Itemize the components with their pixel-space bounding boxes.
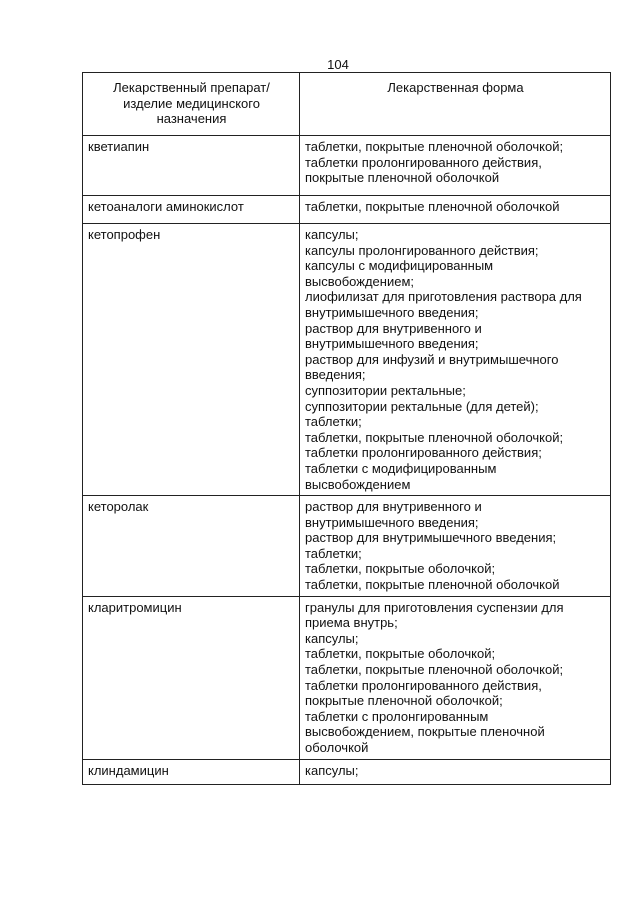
dosage-form-line: таблетки, покрытые оболочкой;	[305, 561, 496, 577]
dosage-form-line: таблетки пролонгированного действия,	[305, 154, 542, 170]
dosage-form-line: таблетки, покрытые пленочной оболочкой;	[305, 139, 564, 154]
dosage-form-line: лиофилизат для приготовления раствора для	[305, 289, 582, 305]
header-form: Лекарственная форма	[300, 73, 611, 136]
dosage-form-line: суппозитории ректальные;	[305, 382, 466, 398]
dosage-form-line: раствор для внутривенного и	[305, 320, 482, 336]
drug-name-cell: кетопрофен	[83, 224, 300, 496]
table-row	[83, 196, 611, 224]
dosage-form-line: таблетки, покрытые пленочной оболочкой;	[305, 662, 564, 678]
dosage-forms-cell	[300, 759, 611, 784]
header-drug: Лекарственный препарат/ изделие медицинского назначения	[83, 73, 300, 136]
dosage-form-line: суппозитории ректальные (для детей);	[305, 398, 539, 414]
dosage-form-line: капсулы;	[305, 630, 359, 646]
dosage-form-line: таблетки, покрытые пленочной оболочкой;	[305, 429, 564, 445]
dosage-form-line: высвобождением, покрытые пленочной	[305, 724, 545, 740]
dosage-form-line: покрытые пленочной оболочкой	[305, 170, 500, 186]
dosage-form-line: таблетки с модифицированным	[305, 460, 497, 476]
dosage-form-line: таблетки;	[305, 414, 362, 430]
table-row	[83, 596, 611, 759]
table-row	[83, 136, 611, 196]
table-row	[83, 759, 611, 784]
table-row	[83, 224, 611, 496]
dosage-forms-cell	[300, 596, 611, 759]
dosage-form-line: таблетки, покрытые пленочной оболочкой	[305, 577, 560, 593]
table-body	[83, 136, 611, 785]
drug-name-cell: кеторолак	[83, 496, 300, 597]
dosage-form-line: оболочкой	[305, 740, 369, 755]
dosage-form-line: внутримышечного введения;	[305, 514, 479, 530]
dosage-form-line: таблетки с пролонгированным	[305, 708, 489, 724]
dosage-form-line: введения;	[305, 367, 366, 383]
table-header-row	[83, 73, 611, 136]
page-number: 104	[327, 57, 349, 72]
dosage-form-line: таблетки пролонгированного действия;	[305, 445, 542, 461]
dosage-form-line: таблетки пролонгированного действия,	[305, 677, 542, 693]
table-row	[83, 496, 611, 597]
dosage-form-line: капсулы с модифицированным	[305, 258, 494, 274]
dosage-form-line: раствор для внутримышечного введения;	[305, 530, 557, 546]
drug-name-cell: клиндамицин	[83, 759, 300, 784]
dosage-form-line: таблетки, покрытые пленочной оболочкой	[305, 199, 560, 214]
dosage-form-line: покрытые пленочной оболочкой;	[305, 693, 503, 709]
dosage-forms-cell	[300, 496, 611, 597]
dosage-form-line: таблетки, покрытые оболочкой;	[305, 646, 496, 662]
drug-table	[82, 72, 611, 785]
dosage-form-line: высвобождением;	[305, 273, 415, 289]
dosage-form-line: внутримышечного введения;	[305, 304, 479, 320]
drug-name-cell: кларитромицин	[83, 596, 300, 759]
dosage-form-line: внутримышечного введения;	[305, 336, 479, 352]
dosage-form-line: приема внутрь;	[305, 615, 398, 631]
dosage-form-line: раствор для инфузий и внутримышечного	[305, 351, 559, 367]
dosage-form-line: капсулы;	[305, 762, 359, 778]
dosage-form-line: раствор для внутривенного и	[305, 499, 482, 515]
dosage-form-line: таблетки;	[305, 545, 362, 561]
dosage-form-line: капсулы;	[305, 227, 359, 242]
dosage-form-line: высвобождением	[305, 476, 411, 492]
drug-name-cell: кетоаналоги аминокислот	[83, 196, 300, 224]
dosage-form-line: гранулы для приготовления суспензии для	[305, 599, 564, 615]
dosage-form-line: капсулы пролонгированного действия;	[305, 242, 539, 258]
dosage-forms-cell	[300, 196, 611, 224]
drug-name-cell: кветиапин	[83, 136, 300, 196]
dosage-forms-cell	[300, 136, 611, 196]
dosage-forms-cell	[300, 224, 611, 496]
